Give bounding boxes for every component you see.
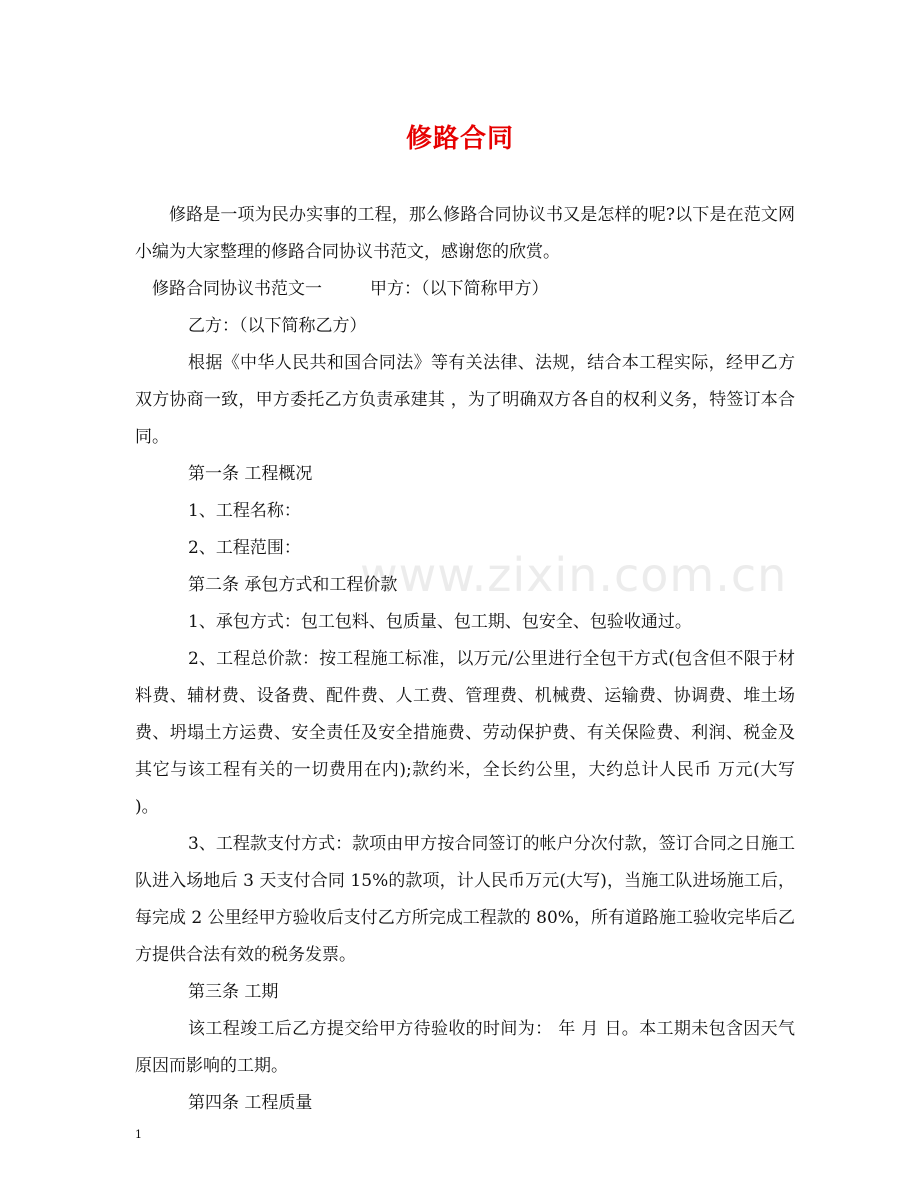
article-1-heading: 第一条 工程概况: [188, 464, 313, 484]
party-a: 甲方：（以下简称甲方）: [370, 279, 549, 299]
article-3-item-1: 该工程竣工后乙方提交给甲方待验收的时间为： 年 月 日。本工期未包含因天气原因而影响的工期。: [135, 1019, 795, 1076]
sample-title: 修路合同协议书范文一: [152, 279, 322, 299]
document-body: [135, 197, 795, 1122]
page-title: 修路合同: [405, 124, 514, 154]
article-1-item-1: 1、工程名称：: [188, 501, 301, 521]
article-2-item-1: 1、承包方式：包工包料、包质量、包工期、包安全、包验收通过。: [188, 612, 692, 632]
article-2-item-3: 3、工程款支付方式：款项由甲方按合同签订的帐户分次付款，签订合同之日施工队进入场地后 3 天支付合同 15%的款项，计人民币万元(大写)，当施工队进场施工后，每完成 2 公里经甲方验收后支付乙方所完成工程款的 80%，所有道路施工验收完毕后乙方提供合法有效的税务发票。: [135, 834, 795, 965]
article-4-heading: 第四条 工程质量: [188, 1093, 313, 1113]
paragraph-party-b: 乙方：（以下简称乙方）: [188, 316, 367, 336]
paragraph-preamble: 根据《中华人民共和国合同法》等有关法律、法规，结合本工程实际，经甲乙方双方协商一致，甲方委托乙方负责承建其 ，为了明确双方各自的权利义务，特签订本合同。: [135, 353, 795, 447]
article-1-item-2: 2、工程范围：: [188, 538, 301, 558]
article-2-item-2: 2、工程总价款：按工程施工标准，以万元/公里进行全包干方式(包含但不限于材料费、辅材费、设备费、配件费、人工费、管理费、机械费、运输费、协调费、堆土场费、坍塌土方运费、安全责任及安全措施费、劳动保护费、有关保险费、利润、税金及其它与该工程有关的一切费用在内);款约米，全长约公里，大约总计人民币 万元(大写 )。: [135, 649, 795, 817]
paragraph-sample-heading: [135, 271, 795, 308]
paragraph-intro: 修路是一项为民办实事的工程，那么修路合同协议书又是怎样的呢?以下是在范文网小编为大家整理的修路合同协议书范文，感谢您的欣赏。: [135, 205, 795, 262]
article-3-heading: 第三条 工期: [188, 982, 279, 1002]
article-2-heading: 第二条 承包方式和工程价款: [188, 575, 398, 595]
watermark: www.zixin.com.cn: [360, 548, 788, 602]
page-number: 1: [135, 1128, 142, 1141]
